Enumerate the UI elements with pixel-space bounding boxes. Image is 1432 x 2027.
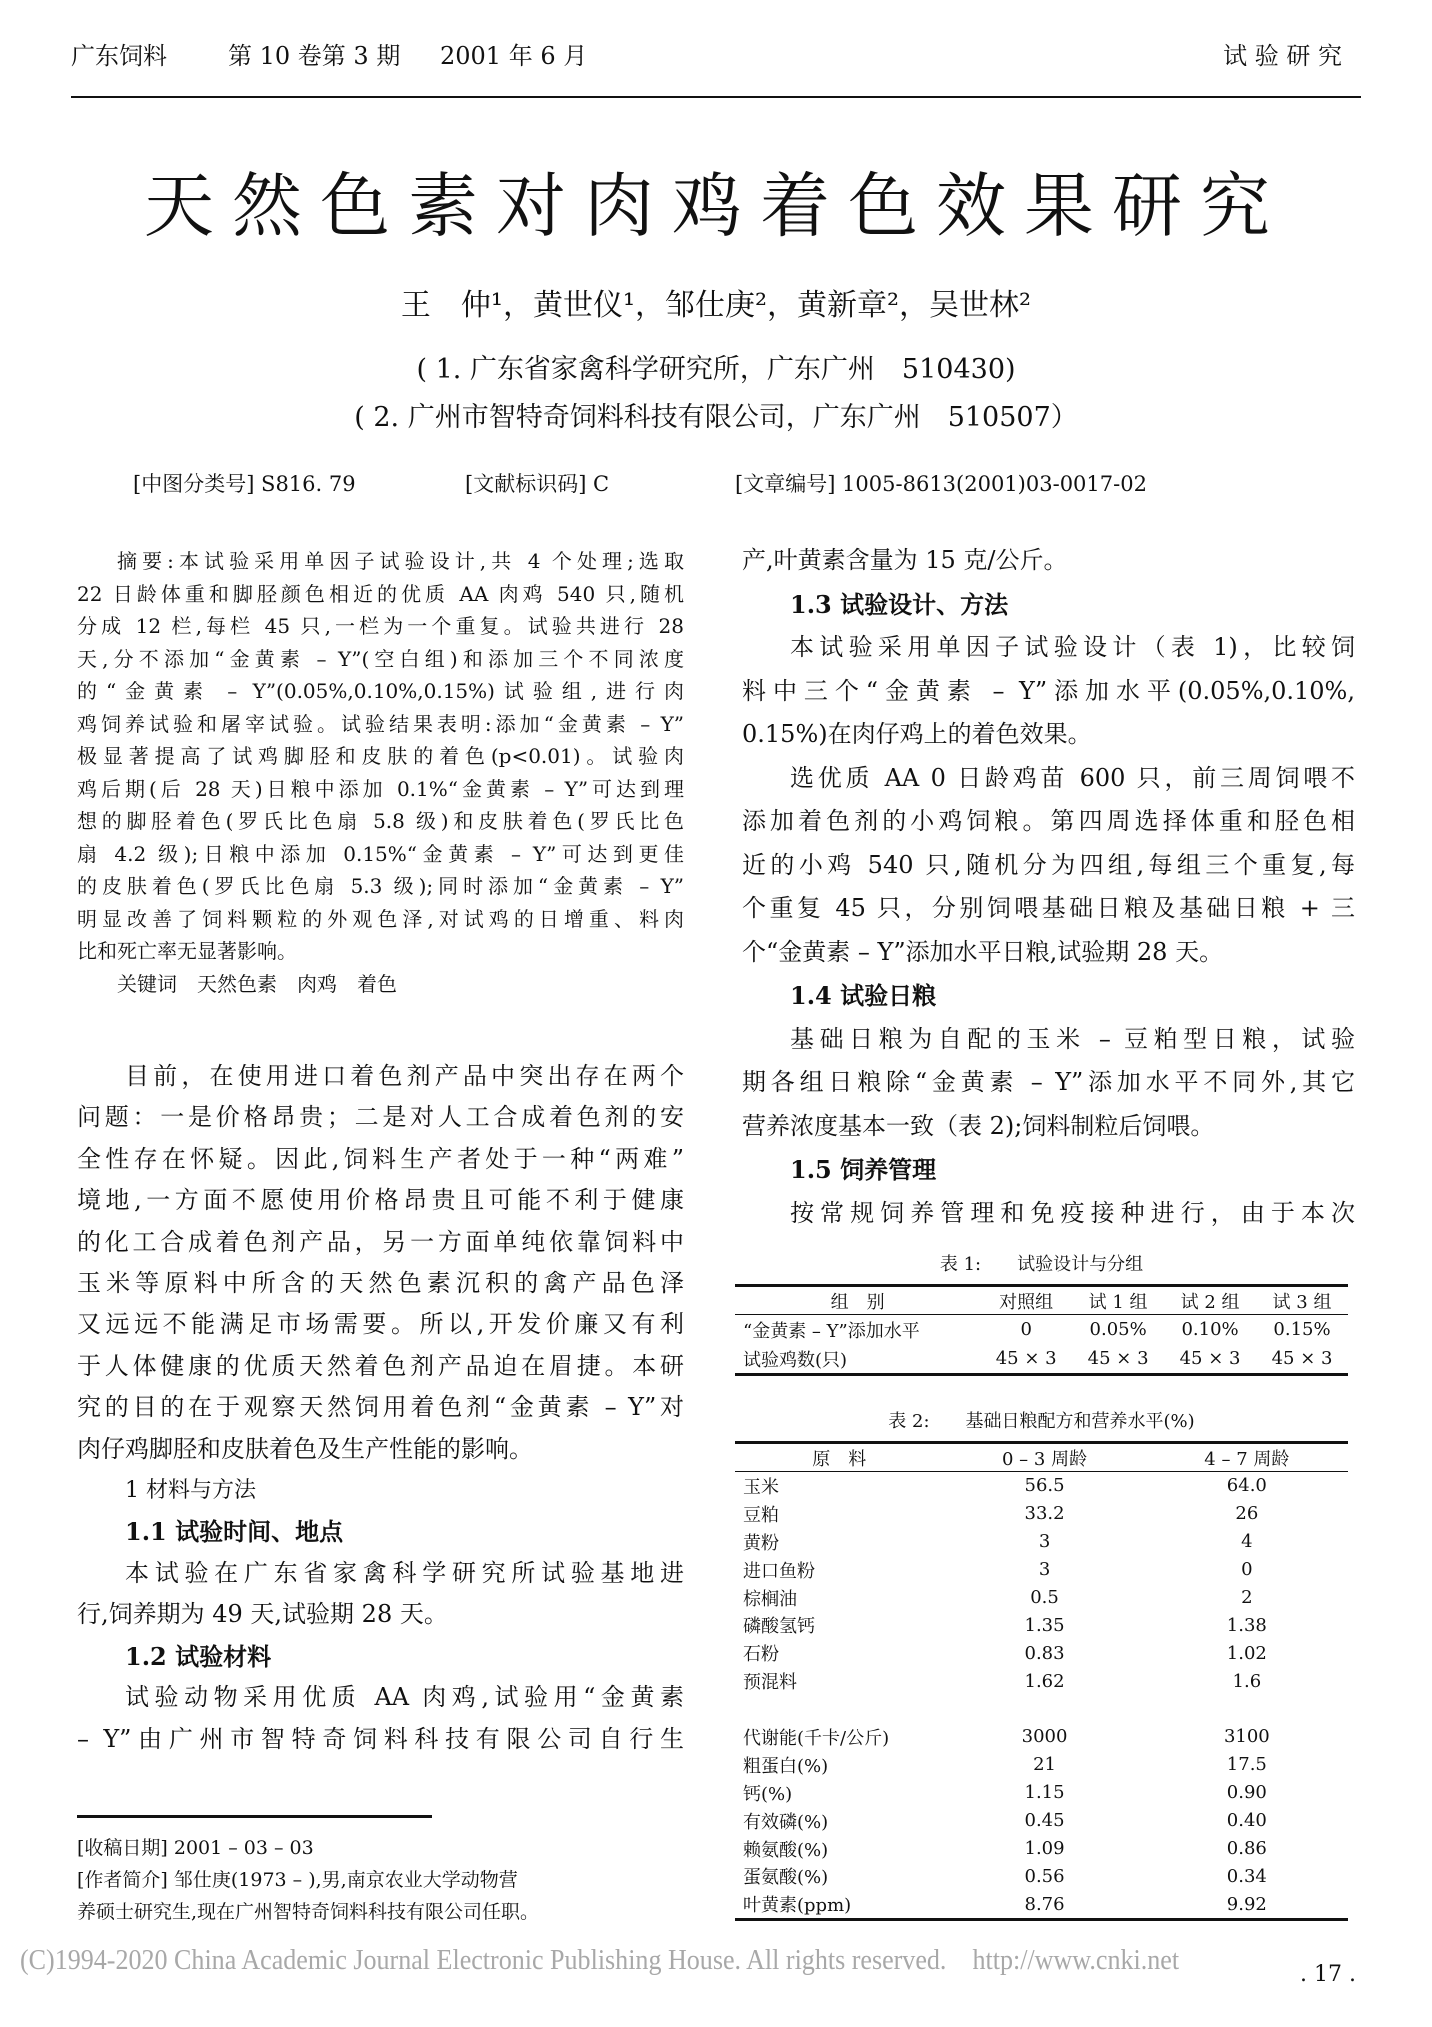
row-label: 粗蛋白(%)	[743, 1755, 829, 1777]
section-heading: 1.3 试验设计、方法	[790, 589, 1009, 619]
section-name: 试 验 研 究	[1223, 42, 1342, 70]
cell-value: 45 × 3	[1271, 1348, 1333, 1369]
cell-value: 0.05%	[1089, 1319, 1147, 1340]
text-line: 全性存在怀疑。因此,饲料生产者处于一种“两难”	[77, 1144, 684, 1173]
cell-value: 3100	[1223, 1726, 1270, 1748]
row-label: 代谢能(千卡/公斤)	[743, 1727, 890, 1749]
text-line: 又远远不能满足市场需要。所以,开发价廉又有利	[77, 1310, 684, 1339]
cell-value: 56.5	[1024, 1475, 1065, 1497]
text-line: 分成 12 栏,每栏 45 只,一栏为一个重复。试验共进行 28	[77, 614, 684, 638]
table2	[735, 1441, 1348, 1921]
row-label: 叶黄素(ppm)	[743, 1895, 852, 1917]
row-label: 黄粉	[743, 1532, 779, 1554]
table-row	[735, 1528, 1348, 1556]
text-line: 关键词 天然色素 肉鸡 着色	[117, 971, 397, 996]
cell-value: 64.0	[1226, 1475, 1267, 1497]
authors: 王 仲¹，黄世仪¹，邹仕庚²，黄新章²，吴世林²	[400, 288, 1032, 323]
text-line: 1 材料与方法	[125, 1478, 256, 1504]
text-line: 目前，在使用进口着色剂产品中突出存在两个	[125, 1062, 684, 1090]
text-line: 的化工合成着色剂产品，另一方面单纯依靠饲料中	[77, 1227, 684, 1256]
table1	[735, 1284, 1348, 1376]
text-line: 产,叶黄素含量为 15 克/公斤。	[742, 546, 1068, 574]
text-line: 料中三个“金黄素 – Y”添加水平(0.05%,0.10%,	[742, 676, 1355, 705]
left-column-body	[77, 1056, 684, 1760]
table-row	[735, 1751, 1348, 1779]
cell-value: 1.15	[1024, 1782, 1065, 1804]
text-line: 近的小鸡 540 只,随机分为四组,每组三个重复,每	[742, 850, 1355, 879]
table-row	[735, 1556, 1348, 1584]
column-header: 试 3 组	[1272, 1291, 1332, 1313]
cell-value: 0.90	[1226, 1782, 1267, 1804]
column-header: 对照组	[999, 1291, 1054, 1313]
cell-value: 3000	[1021, 1726, 1068, 1748]
table1-caption: 表 1: 试验设计与分组	[939, 1254, 1144, 1275]
cell-value: 1.6	[1232, 1670, 1262, 1692]
text-line: 摘要:本试验采用单因子试验设计,共 4 个处理;选取	[117, 549, 684, 573]
cell-value: 0.45	[1024, 1810, 1065, 1832]
text-line: 添加着色剂的小鸡饲粮。第四周选择体重和胫色相	[742, 807, 1355, 835]
text-line: 鸡饲养试验和屠宰试验。试验结果表明:添加“金黄素 – Y”	[77, 711, 684, 736]
document-code: [文献标识码] C	[465, 472, 610, 496]
cell-value: 1.35	[1024, 1614, 1065, 1636]
cell-value: 0.5	[1030, 1587, 1059, 1608]
affiliation-2: ( 2. 广州市智特奇饲料科技有限公司，广东广州 510507）	[354, 402, 1078, 433]
cell-value	[943, 1695, 1145, 1723]
cell-value: 2	[1241, 1587, 1253, 1608]
row-label: 石粉	[743, 1644, 779, 1666]
column-header: 试 2 组	[1180, 1291, 1240, 1313]
cell-value: 0.34	[1226, 1865, 1267, 1887]
row-label: 玉米	[743, 1476, 779, 1498]
text-line: 天,分不添加“金黄素 – Y”(空白组)和添加三个不同浓度	[77, 646, 684, 671]
clc-number: [中图分类号] S816. 79	[133, 472, 356, 496]
text-line: 肉仔鸡脚胫和皮肤着色及生产性能的影响。	[77, 1434, 533, 1463]
table2-caption: 表 2: 基础日粮配方和营养水平(%)	[888, 1411, 1195, 1432]
column-header: 原 料	[812, 1448, 867, 1470]
cell-value: 1.09	[1024, 1838, 1065, 1860]
cell-value: 3	[1038, 1559, 1051, 1581]
row-label: 棕榈油	[743, 1588, 797, 1610]
section-heading: 1.1 试验时间、地点	[125, 1517, 344, 1547]
text-line: 22 日龄体重和脚胫颜色相近的优质 AA 肉鸡 540 只,随机	[77, 581, 684, 606]
footnote-author-cont: 养硕士研究生,现在广州智特奇饲料科技有限公司任职。	[77, 1901, 540, 1923]
row-label: 试验鸡数(只)	[743, 1349, 848, 1371]
row-label: 豆粕	[743, 1504, 779, 1526]
table-row	[735, 1667, 1348, 1695]
text-line: 鸡后期(后 28 天)日粮中添加 0.1%“金黄素 – Y”可达到理	[77, 776, 684, 801]
text-line: 本试验采用单因子试验设计（表 1)，比较饲	[790, 633, 1355, 661]
cell-value: 3	[1038, 1531, 1051, 1553]
text-line: 个“金黄素 – Y”添加水平日粮,试验期 28 天。	[742, 937, 1224, 966]
paper-title: 天然色素对肉鸡着色效果研究	[144, 165, 1288, 247]
cell-value: 17.5	[1226, 1754, 1267, 1776]
journal-name: 广东饲料	[71, 42, 167, 70]
row-label: “金黄素 – Y”添加水平	[743, 1320, 920, 1342]
table-row	[735, 1835, 1348, 1863]
table-row	[735, 1890, 1348, 1919]
text-line: 的皮肤着色(罗氏比色扇 5.3 级);同时添加“金黄素 – Y”	[77, 874, 684, 898]
footnote-author: [作者简介] 邹仕庚(1973 – ),男,南京农业大学动物营	[77, 1869, 518, 1891]
text-line: 境地,一方面不愿使用价格昂贵且可能不利于健康	[77, 1186, 684, 1215]
header-rule	[71, 96, 1361, 98]
table-row	[735, 1807, 1348, 1835]
page-number: . 17 .	[1300, 1962, 1356, 1987]
affiliation-1: ( 1. 广东省家禽科学研究所，广东广州 510430)	[416, 354, 1016, 385]
cell-value: 21	[1033, 1754, 1056, 1776]
section-heading: 1.4 试验日粮	[790, 981, 937, 1010]
text-line: 选优质 AA 0 日龄鸡苗 600 只，前三周饲喂不	[790, 763, 1355, 792]
row-label	[735, 1695, 943, 1723]
section-heading: 1.2 试验材料	[125, 1641, 272, 1671]
copyright-watermark: (C)1994-2020 China Academic Journal Electronic Publishing House. All rights reserved. http://www.cnki.net	[20, 1945, 1180, 1976]
cell-value: 0.10%	[1181, 1319, 1239, 1340]
table-row	[735, 1315, 1348, 1345]
cell-value: 45 × 3	[1179, 1348, 1241, 1369]
cell-value: 0.40	[1226, 1810, 1267, 1832]
text-line: 极显著提高了试鸡脚胫和皮肤的着色(p<0.01)。试验肉	[77, 744, 684, 768]
footnote-rule	[77, 1815, 432, 1818]
row-label: 钙(%)	[743, 1783, 793, 1805]
table-row	[735, 1472, 1348, 1500]
row-label: 进口鱼粉	[743, 1560, 815, 1582]
article-number: [文章编号] 1005-8613(2001)03-0017-02	[735, 472, 1147, 496]
cell-value: 1.62	[1024, 1670, 1065, 1692]
column-header: 4 – 7 周龄	[1204, 1448, 1290, 1470]
footnote-received: [收稿日期] 2001 – 03 – 03	[77, 1837, 314, 1859]
footnotes	[77, 1832, 697, 1928]
cell-value: 33.2	[1024, 1503, 1065, 1525]
abstract	[77, 545, 684, 1000]
cell-value: 1.38	[1226, 1614, 1267, 1636]
text-line: 明显改善了饲料颗粒的外观色泽,对试鸡的日增重、料肉	[77, 906, 684, 931]
cell-value: 26	[1235, 1503, 1259, 1525]
text-line: 想的脚胫着色(罗氏比色扇 5.8 级)和皮肤着色(罗氏比色	[77, 809, 684, 833]
text-line: 0.15%)在肉仔鸡上的着色效果。	[742, 720, 1092, 748]
text-line: 行,饲养期为 49 天,试验期 28 天。	[77, 1600, 448, 1629]
section-heading: 1.5 饲养管理	[790, 1155, 937, 1184]
text-line: 比和死亡率无显著影响。	[77, 939, 297, 963]
text-line: 问题：一是价格昂贵；二是对人工合成着色剂的安	[77, 1103, 684, 1132]
text-line: 究的目的在于观察天然饲用着色剂“金黄素 – Y”对	[77, 1393, 684, 1422]
text-line: 的“金黄素 – Y”(0.05%,0.10%,0.15%)试验组,进行肉	[77, 679, 684, 703]
text-line: 扇 4.2 级);日粮中添加 0.15%“金黄素 – Y”可达到更佳	[77, 841, 684, 866]
cell-value: 45 × 3	[995, 1348, 1057, 1369]
table-row	[735, 1500, 1348, 1528]
cell-value: 0.83	[1024, 1642, 1065, 1664]
text-line: 营养浓度基本一致（表 2);饲料制粒后饲喂。	[742, 1111, 1215, 1140]
table-row	[735, 1779, 1348, 1807]
row-label: 有效磷(%)	[743, 1811, 829, 1833]
table-row	[735, 1344, 1348, 1375]
text-line: 玉米等原料中所含的天然色素沉积的禽产品色泽	[77, 1269, 684, 1298]
row-label: 磷酸氢钙	[743, 1616, 815, 1638]
right-column-body	[742, 539, 1355, 1235]
row-label: 预混料	[743, 1672, 797, 1694]
journal-date: 2001 年 6 月	[440, 42, 588, 70]
table-row	[735, 1611, 1348, 1639]
cell-value: 0	[1241, 1559, 1253, 1581]
table-row	[735, 1584, 1348, 1612]
table-row	[735, 1695, 1348, 1723]
row-label: 蛋氨酸(%)	[743, 1867, 829, 1889]
text-line: 本试验在广东省家禽科学研究所试验基地进	[125, 1558, 684, 1587]
text-line: 试验动物采用优质 AA 肉鸡,试验用“金黄素	[125, 1683, 684, 1712]
text-line: 基础日粮为自配的玉米 – 豆粕型日粮，试验	[790, 1024, 1355, 1053]
text-line: – Y”由广州市智特奇饲料科技有限公司自行生	[77, 1724, 684, 1753]
cell-value: 0.15%	[1273, 1319, 1331, 1340]
cell-value: 1.02	[1226, 1642, 1267, 1664]
text-line: 个重复 45 只，分别饲喂基础日粮及基础日粮 + 三	[742, 894, 1355, 922]
text-line: 于人体健康的优质天然着色剂产品迫在眉捷。本研	[77, 1351, 684, 1380]
column-header: 0 – 3 周龄	[1002, 1448, 1088, 1470]
text-line: 期各组日粮除“金黄素 – Y”添加水平不同外,其它	[742, 1068, 1355, 1096]
row-label: 赖氨酸(%)	[743, 1839, 829, 1861]
journal-issue: 第 10 卷第 3 期	[228, 42, 401, 70]
cell-value	[1146, 1695, 1348, 1723]
cell-value: 8.76	[1024, 1893, 1065, 1915]
cell-value: 45 × 3	[1087, 1348, 1149, 1369]
table-row	[735, 1862, 1348, 1890]
cell-value: 9.92	[1226, 1893, 1267, 1915]
text-line: 按常规饲养管理和免疫接种进行，由于本次	[790, 1198, 1355, 1227]
cell-value: 0.86	[1226, 1838, 1267, 1860]
column-header: 试 1 组	[1088, 1291, 1148, 1313]
cell-value: 4	[1241, 1531, 1253, 1553]
column-header: 组 别	[830, 1291, 885, 1313]
cell-value: 0.56	[1024, 1865, 1065, 1887]
cell-value: 0	[1020, 1319, 1032, 1340]
table-row	[735, 1639, 1348, 1667]
table-row	[735, 1723, 1348, 1751]
